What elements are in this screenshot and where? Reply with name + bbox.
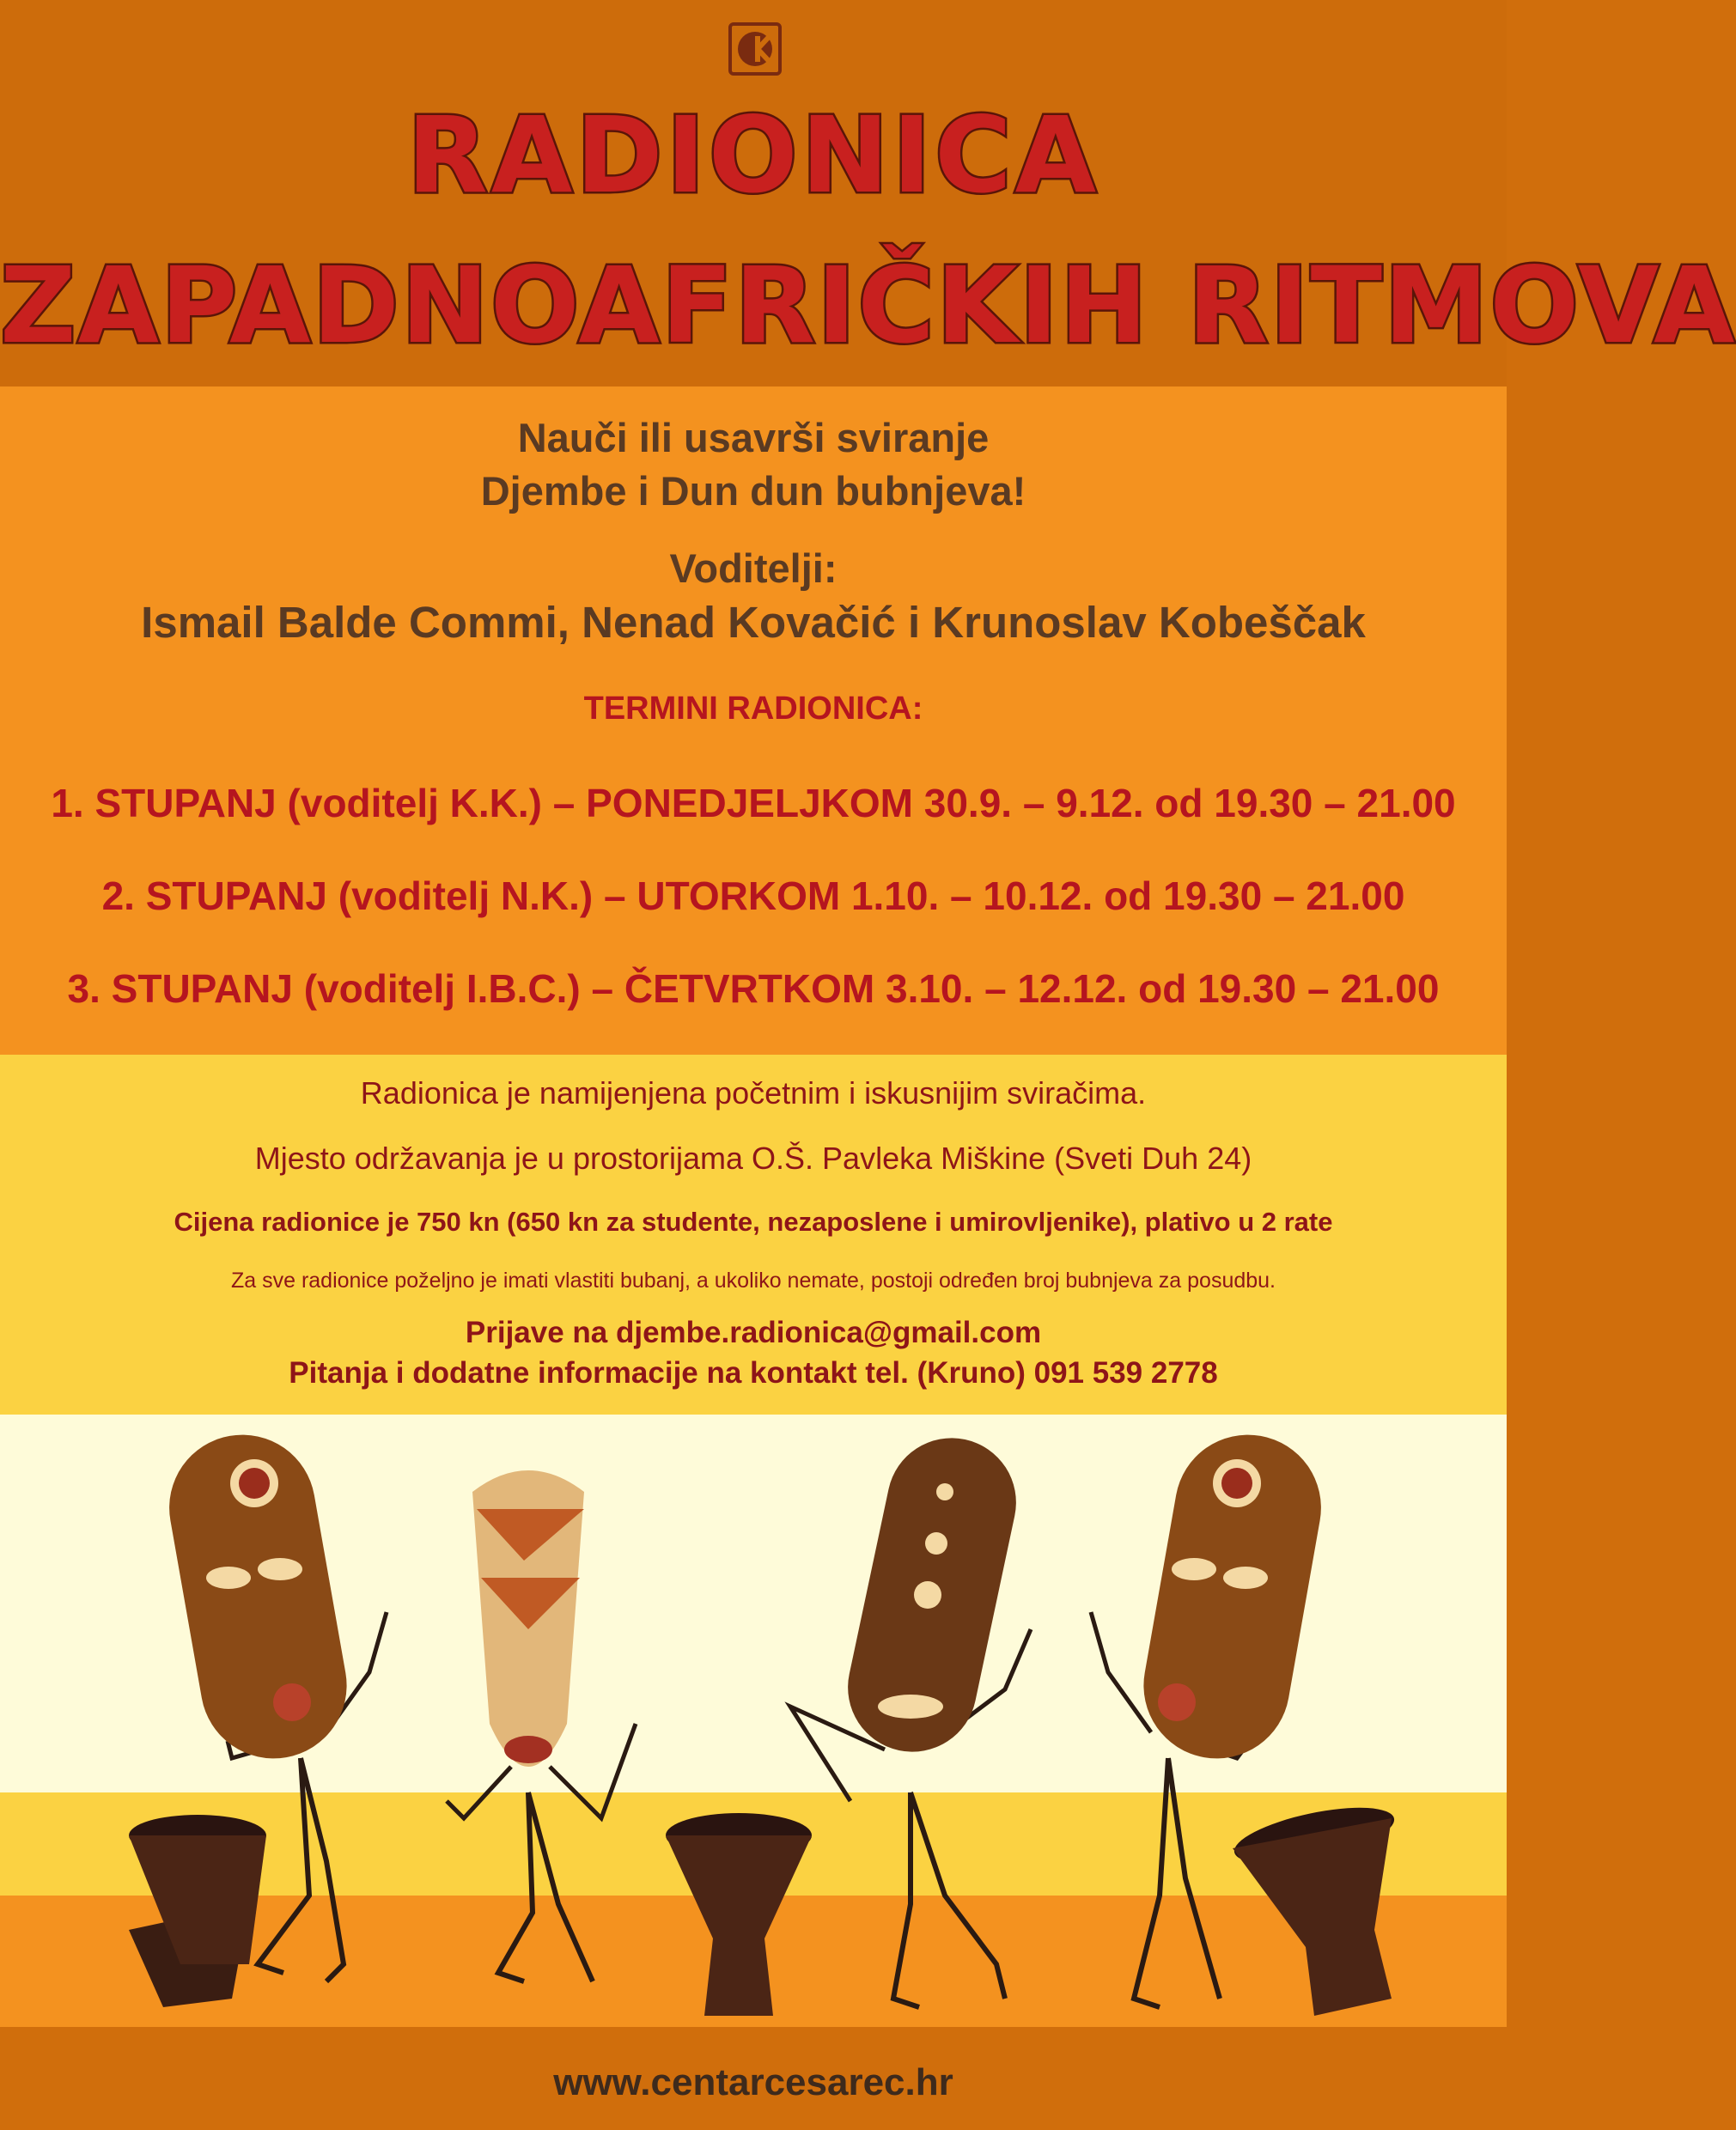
- price-text: Cijena radionice je 750 kn (650 kn za studente, nezaposlene i umirovljenike), plativo u 2 rate: [174, 1207, 1333, 1237]
- poster-title-line-2: ZAPADNOAFRIČKIH RITMOVA: [0, 245, 1736, 367]
- intro-line-2: Djembe i Dun dun bubnjeva!: [480, 468, 1026, 514]
- schedule-level-1: 1. STUPANJ (voditelj K.K.) – PONEDJELJKOM 30.9. – 9.12. od 19.30 – 21.00: [51, 781, 1456, 825]
- schedule-level-3: 3. STUPANJ (voditelj I.B.C.) – ČETVRTKOM 3.10. – 12.12. od 19.30 – 21.00: [67, 966, 1440, 1011]
- schedule-level-2: 2. STUPANJ (voditelj N.K.) – UTORKOM 1.10. – 10.12. od 19.30 – 21.00: [101, 873, 1405, 918]
- contact-phone-text: Pitanja i dodatne informacije na kontakt tel. (Kruno) 091 539 2778: [289, 1356, 1218, 1390]
- drums-text: Za sve radionice poželjno je imati vlastiti bubanj, a ukoliko nemate, postoji određen broj bubnjeva za posudbu.: [230, 1269, 1276, 1293]
- dancing-masks-illustration: [0, 1415, 1507, 2027]
- poster-title-line-1: RADIONICA: [406, 94, 1100, 216]
- intro-line-1: Nauči ili usavrši sviranje: [517, 415, 990, 460]
- schedule-heading: TERMINI RADIONICA:: [583, 691, 923, 727]
- signup-email-text: Prijave na djembe.radionica@gmail.com: [465, 1316, 1042, 1349]
- logo-icon: [728, 22, 782, 76]
- leaders-names: Ismail Balde Commi, Nenad Kovačić i Krunoslav Kobeščak: [141, 598, 1366, 647]
- illustration-band: [0, 1415, 1507, 2027]
- leaders-label: Voditelji:: [669, 545, 838, 591]
- audience-text: Radionica je namijenjena početnim i iskusnijim sviračima.: [360, 1075, 1147, 1111]
- location-text: Mjesto održavanja je u prostorijama O.Š. Pavleka Miškine (Sveti Duh 24): [254, 1141, 1252, 1176]
- website-link[interactable]: www.centarcesarec.hr: [553, 2061, 953, 2103]
